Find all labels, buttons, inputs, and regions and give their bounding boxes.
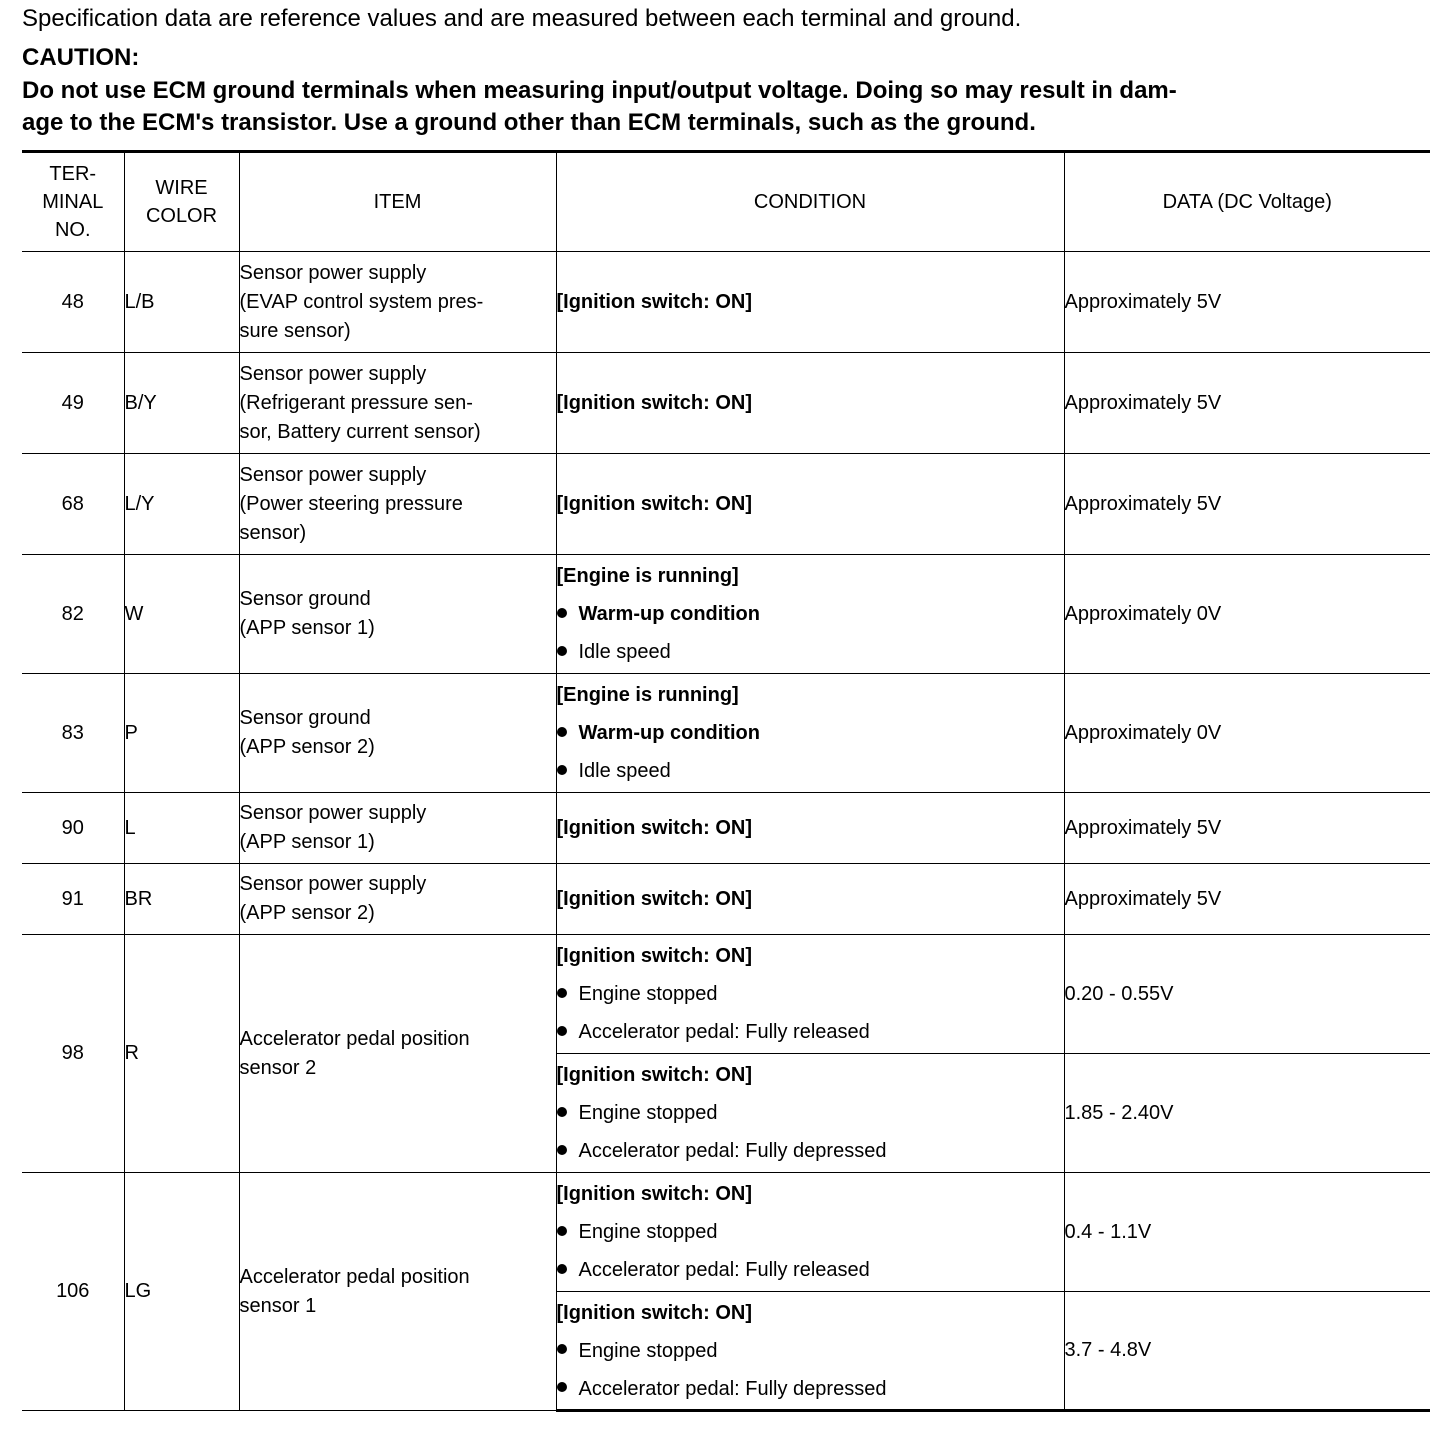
condition (556, 555, 1064, 674)
table-row (22, 1173, 1430, 1292)
dc-voltage-value: Approximately 5V (1064, 252, 1430, 353)
wire-color: BR (124, 864, 239, 935)
header-data: DATA (DC Voltage) (1064, 152, 1430, 252)
bullet-icon (557, 1264, 567, 1274)
condition-bullet-item (557, 1213, 1064, 1251)
item-line: Sensor ground (239, 707, 371, 729)
bullet-icon (557, 1344, 567, 1354)
condition-bullet-item (557, 752, 1064, 790)
bullet-icon (557, 765, 567, 775)
condition (556, 793, 1064, 864)
condition-bullet-text: Engine stopped (578, 1339, 718, 1362)
wire-color: LG (124, 1173, 239, 1411)
dc-voltage-value: Approximately 5V (1064, 454, 1430, 555)
bullet-icon (557, 1382, 567, 1392)
condition (556, 864, 1064, 935)
wire-color: B/Y (124, 353, 239, 454)
header-wire-color: WIRE COLOR (124, 152, 239, 252)
item-description (239, 252, 556, 353)
condition-bullet-item (557, 1132, 1064, 1170)
condition-bullet-text: Warm-up condition (578, 603, 760, 625)
item-description (239, 1173, 556, 1411)
caution-title: CAUTION: (22, 44, 140, 71)
header-item: ITEM (239, 152, 556, 252)
item-line: Sensor power supply (239, 261, 427, 284)
wire-color: P (124, 674, 239, 793)
intro-text: Specification data are reference values and are measured between each terminal and ground. (22, 5, 1022, 32)
table-row (22, 252, 1430, 353)
wire-color: L/B (124, 252, 239, 353)
condition-bullet-text: Engine stopped (578, 1221, 718, 1243)
item-line: Sensor power supply (239, 802, 427, 824)
table-row (22, 353, 1430, 454)
item-description (239, 935, 556, 1173)
condition (556, 1173, 1064, 1292)
condition (556, 454, 1064, 555)
item-line: (APP sensor 1) (239, 831, 375, 853)
wire-color: L/Y (124, 454, 239, 555)
table-row (22, 793, 1430, 864)
terminal-no: 68 (22, 454, 124, 555)
condition-bullet-text: Accelerator pedal: Fully depressed (578, 1140, 887, 1162)
terminal-spec-table (22, 150, 1430, 1412)
bullet-icon (557, 1226, 567, 1236)
condition-header: [Ignition switch: ON] (556, 888, 753, 910)
dc-voltage-value: Approximately 0V (1064, 555, 1430, 674)
dc-voltage-value: Approximately 5V (1064, 793, 1430, 864)
dc-voltage-value: 3.7 - 4.8V (1064, 1292, 1430, 1411)
caution-text (22, 75, 1432, 139)
terminal-no: 91 (22, 864, 124, 935)
item-line: sensor 1 (239, 1294, 317, 1317)
item-line: (Refrigerant pressure sen- (239, 391, 473, 414)
item-line: Sensor power supply (239, 873, 427, 895)
condition-bullet-text: Engine stopped (578, 1102, 718, 1124)
condition-header: [Ignition switch: ON] (556, 392, 753, 414)
header-row (22, 152, 1430, 252)
condition-bullet-item (557, 1370, 1064, 1408)
condition-bullet-item (557, 1013, 1064, 1051)
item-description (239, 555, 556, 674)
condition (556, 1054, 1064, 1173)
condition-header: [Ignition switch: ON] (556, 1301, 753, 1324)
dc-voltage-value: Approximately 5V (1064, 864, 1430, 935)
dc-voltage-value: 1.85 - 2.40V (1064, 1054, 1430, 1173)
item-line: (Power steering pressure (239, 492, 463, 515)
condition-bullet-item (557, 1332, 1064, 1370)
item-line: Sensor power supply (239, 362, 427, 385)
item-line: sor, Battery current sensor) (239, 420, 481, 443)
item-line: Sensor ground (239, 588, 371, 610)
item-description (239, 353, 556, 454)
item-line: sure sensor) (239, 319, 351, 342)
caution-line: age to the ECM's transistor. Use a ground other than ECM terminals, such as the ground. (22, 109, 1036, 136)
item-line: (APP sensor 2) (239, 736, 375, 758)
condition (556, 1292, 1064, 1411)
terminal-no: 98 (22, 935, 124, 1173)
bullet-icon (557, 1026, 567, 1036)
condition-header: [Engine is running] (556, 565, 739, 587)
condition-bullet-item (557, 714, 1064, 752)
condition-bullet-item (557, 633, 1064, 671)
condition-bullet-text: Engine stopped (578, 983, 718, 1005)
condition-header: [Ignition switch: ON] (556, 945, 753, 967)
terminal-no: 90 (22, 793, 124, 864)
item-description (239, 793, 556, 864)
item-line: (EVAP control system pres- (239, 290, 484, 313)
condition-bullet-text: Accelerator pedal: Fully released (578, 1021, 870, 1043)
bullet-icon (557, 1107, 567, 1117)
wire-color: W (124, 555, 239, 674)
bullet-icon (557, 608, 567, 618)
condition-header: [Ignition switch: ON] (556, 817, 753, 839)
condition-bullet-item (557, 595, 1064, 633)
condition (556, 674, 1064, 793)
header-condition: CONDITION (556, 152, 1064, 252)
dc-voltage-value: 0.20 - 0.55V (1064, 935, 1430, 1054)
dc-voltage-value: 0.4 - 1.1V (1064, 1173, 1430, 1292)
condition-bullet-text: Idle speed (578, 760, 671, 782)
item-line: Accelerator pedal position (239, 1265, 470, 1288)
condition-bullet-text: Accelerator pedal: Fully released (578, 1259, 870, 1281)
condition (556, 252, 1064, 353)
table-row (22, 864, 1430, 935)
item-line: sensor) (239, 521, 307, 544)
item-description (239, 454, 556, 555)
terminal-no: 49 (22, 353, 124, 454)
condition-bullet-item (557, 975, 1064, 1013)
terminal-no: 83 (22, 674, 124, 793)
item-line: Sensor power supply (239, 463, 427, 486)
bullet-icon (557, 727, 567, 737)
table-row (22, 935, 1430, 1054)
terminal-no: 48 (22, 252, 124, 353)
item-description (239, 864, 556, 935)
terminal-no: 106 (22, 1173, 124, 1411)
dc-voltage-value: Approximately 0V (1064, 674, 1430, 793)
terminal-no: 82 (22, 555, 124, 674)
table-row (22, 555, 1430, 674)
wire-color: L (124, 793, 239, 864)
condition-bullet-text: Warm-up condition (578, 722, 760, 744)
item-line: sensor 2 (239, 1056, 317, 1079)
bullet-icon (557, 988, 567, 998)
condition (556, 353, 1064, 454)
wire-color: R (124, 935, 239, 1173)
bullet-icon (557, 1145, 567, 1155)
table-row (22, 454, 1430, 555)
dc-voltage-value: Approximately 5V (1064, 353, 1430, 454)
condition-bullet-item (557, 1094, 1064, 1132)
condition-header: [Ignition switch: ON] (556, 1183, 753, 1205)
condition-header: [Ignition switch: ON] (556, 1064, 753, 1086)
condition-bullet-item (557, 1251, 1064, 1289)
condition-header: [Ignition switch: ON] (556, 493, 753, 515)
header-terminal-no: TER- MINAL NO. (22, 152, 124, 252)
item-line: Accelerator pedal position (239, 1027, 470, 1050)
bullet-icon (557, 646, 567, 656)
item-line: (APP sensor 1) (239, 617, 375, 639)
condition-bullet-text: Accelerator pedal: Fully depressed (578, 1377, 887, 1400)
table-row (22, 674, 1430, 793)
item-description (239, 674, 556, 793)
condition-header: [Engine is running] (556, 684, 739, 706)
condition (556, 935, 1064, 1054)
item-line: (APP sensor 2) (239, 902, 375, 924)
condition-bullet-text: Idle speed (578, 641, 671, 663)
caution-line: Do not use ECM ground terminals when measuring input/output voltage. Doing so may result in dam- (22, 77, 1177, 104)
condition-header: [Ignition switch: ON] (556, 291, 753, 313)
